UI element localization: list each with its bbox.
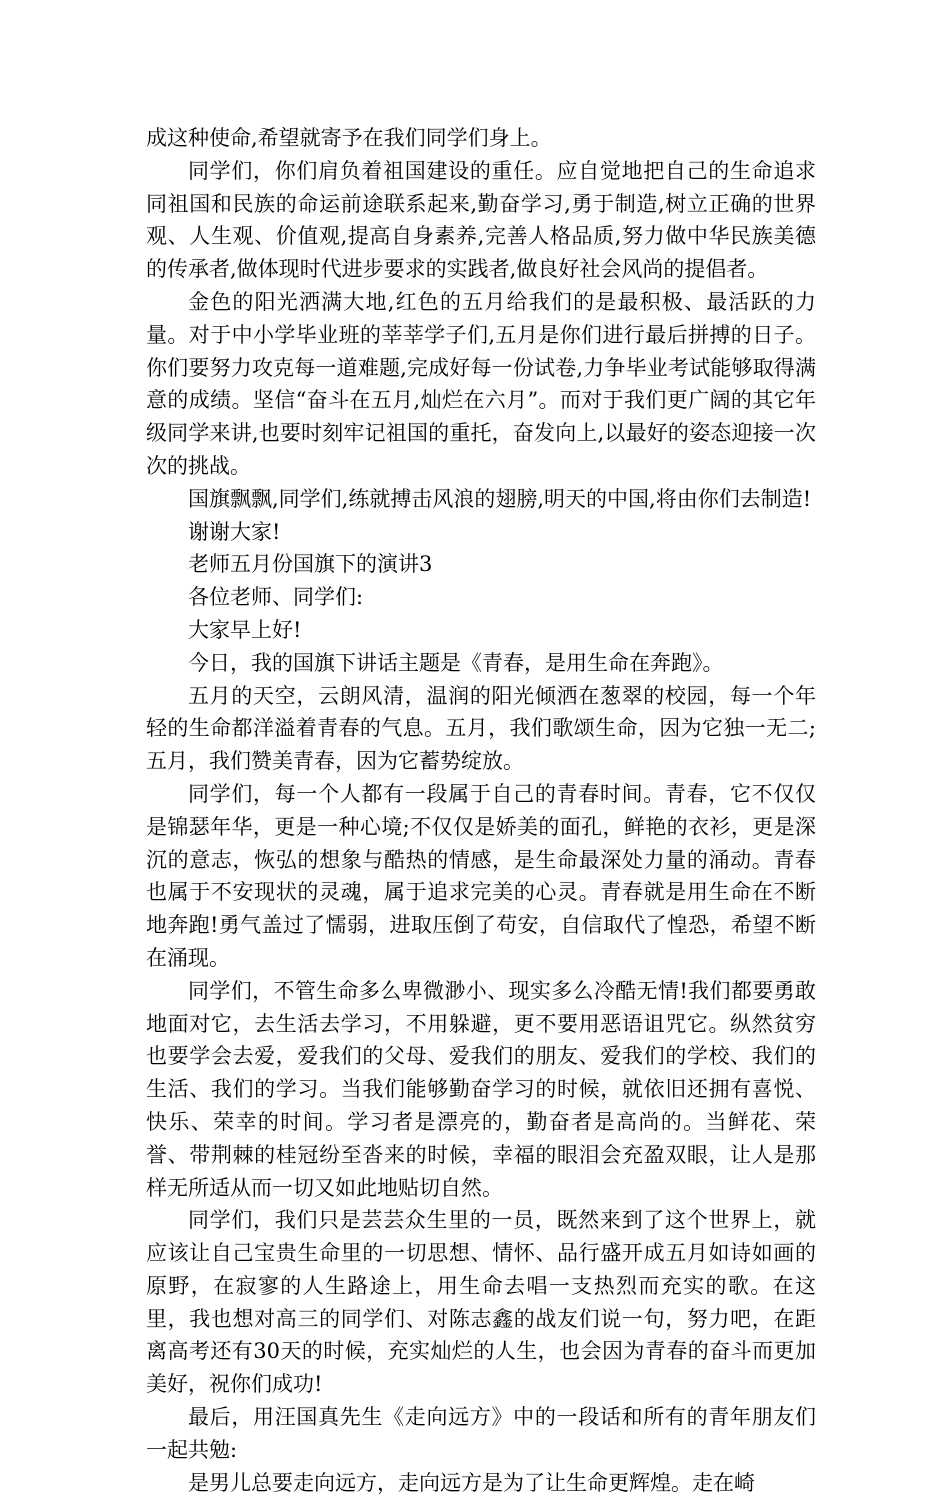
paragraph-youth: 同学们，每一个人都有一段属于自己的青春时间。青春，它不仅仅是锦瑟年华，更是一种心境;不仅仅是娇美的面孔，鲜艳的衣衫，更是深沉的意志，恢弘的想象与酷热的情感，是生命最深处力量的涌动。青春也属于不安现状的灵魂，属于追求完美的心灵。青春就是用生命在不断地奔跑!勇气盖过了懦弱，进取压倒了苟安，自信取代了惶恐，希望不断在涌现。 [146, 781, 816, 970]
paragraph-3: 金色的阳光洒满大地,红色的五月给我们的是最积极、最活跃的力量。对于中小学毕业班的莘莘学子们,五月是你们进行最后拼搏的日子。你们要努力攻克每一道难题,完成好每一份试卷,力争毕业考试能够取得满意的成绩。坚信“奋斗在五月,灿烂在六月”。而对于我们更广阔的其它年级同学来讲,也要时刻牢记祖国的重托，奋发向上,以最好的姿态迎接一次次的挑战。 [146, 289, 816, 478]
paragraph-2: 同学们，你们肩负着祖国建设的重任。应自觉地把自己的生命追求同祖国和民族的命运前途联系起来,勤奋学习,勇于制造,树立正确的世界观、人生观、价值观,提高自身素养,完善人格品质,努力做中华民族美德的传承者,做体现时代进步要求的实践者,做良好社会风尚的提倡者。 [146, 158, 816, 282]
paragraph-may-sky: 五月的天空，云朗风清，温润的阳光倾洒在葱翠的校园，每一个年轻的生命都洋溢着青春的气息。五月，我们歌颂生命，因为它独一无二;五月，我们赞美青春，因为它蓄势绽放。 [146, 683, 816, 774]
paragraph-life: 同学们，不管生命多么卑微渺小、现实多么冷酷无情!我们都要勇敢地面对它，去生活去学习，不用躲避，更不要用恶语诅咒它。纵然贫穷也要学会去爱，爱我们的父母、爱我们的朋友、爱我们的学校、我们的生活、我们的学习。当我们能够勤奋学习的时候，就依旧还拥有喜悦、快乐、荣幸的时间。学习者是漂亮的，勤奋者是高尚的。当鲜花、荣誉、带荆棘的桂冠纷至沓来的时候，幸福的眼泪会充盈双眼，让人是那样无所适从而一切又如此地贴切自然。 [146, 978, 816, 1200]
greeting: 大家早上好! [188, 617, 302, 642]
paragraph-world: 同学们，我们只是芸芸众生里的一员，既然来到了这个世界上，就应该让自己宝贵生命里的一切思想、情怀、品行盛开成五月如诗如画的原野，在寂寥的人生路途上，用生命去唱一支热烈而充实的歌。在这里，我也想对高三的同学们、对陈志鑫的战友们说一句，努力吧，在距离高考还有30天的时候，充实灿烂的人生，也会因为青春的奋斗而更加美好，祝你们成功! [146, 1208, 816, 1397]
salutation: 各位老师、同学们: [188, 585, 364, 610]
paragraph-quote: 是男儿总要走向远方，走向远方是为了让生命更辉煌。走在崎 [188, 1470, 755, 1495]
speech-heading: 老师五月份国旗下的演讲3 [188, 552, 433, 577]
paragraph-topic: 今日，我的国旗下讲话主题是《青春，是用生命在奔跑》。 [188, 650, 724, 675]
paragraph-1: 成这种使命,希望就寄予在我们同学们身上。 [146, 126, 552, 150]
paragraph-closing: 最后，用汪国真先生《走向远方》中的一段话和所有的青年朋友们一起共勉: [146, 1405, 816, 1462]
paragraph-5: 谢谢大家! [188, 519, 281, 544]
document-body [146, 122, 816, 1499]
paragraph-4: 国旗飘飘,同学们,练就搏击风浪的翅膀,明天的中国,将由你们去制造! [188, 486, 812, 511]
